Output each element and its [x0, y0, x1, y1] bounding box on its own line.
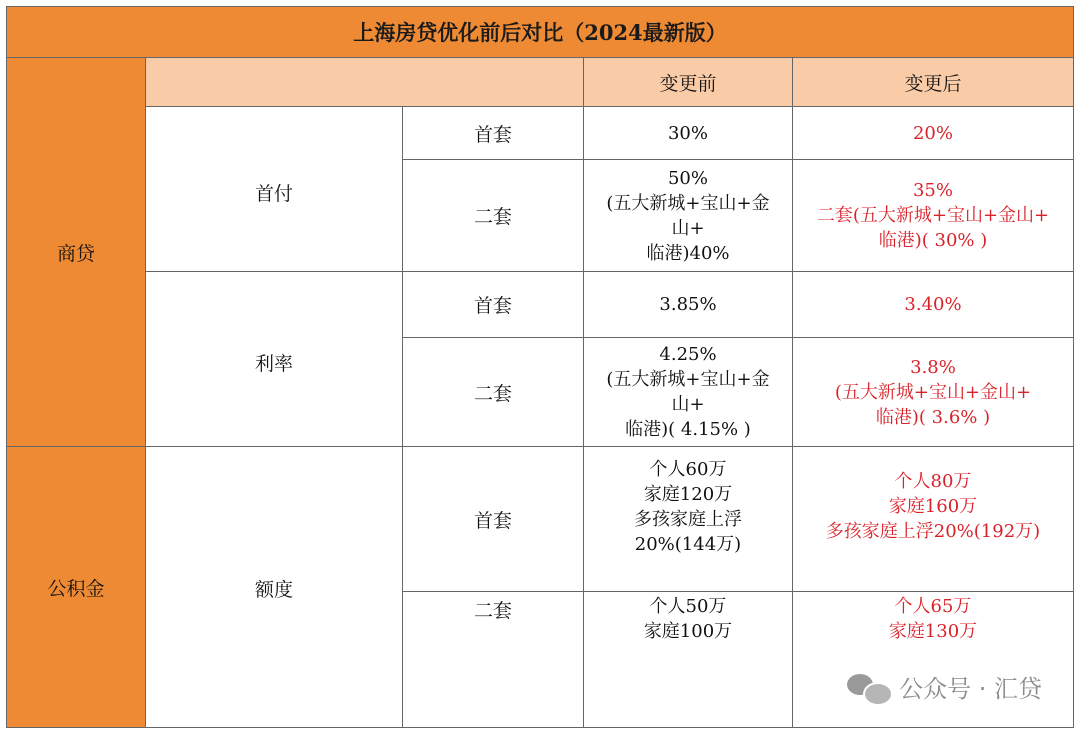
after-line: 3.40%	[904, 294, 962, 315]
after-line: 临港)( 30% )	[878, 230, 988, 251]
header-after: 变更后	[792, 57, 1074, 107]
item-down-payment	[145, 106, 403, 272]
before-line: 50%	[667, 167, 708, 189]
watermark	[847, 669, 1042, 704]
after-line: 家庭160万	[888, 496, 978, 517]
before-line: 家庭120万	[643, 484, 733, 505]
item-quota-label: 额度	[254, 579, 293, 601]
before-line: 3.85%	[659, 294, 717, 315]
item-interest-rate-label: 利率	[254, 353, 293, 375]
after-line: 二套(五大新城+宝山+金山+	[816, 205, 1050, 226]
wechat-icon	[847, 672, 891, 702]
group-commercial-loan: 商贷	[6, 57, 146, 447]
after-cell	[792, 159, 1074, 272]
before-cell	[583, 446, 793, 592]
row-type-cell: 首套	[402, 106, 584, 160]
row-type-cell: 首套	[402, 271, 584, 338]
before-cell	[583, 337, 793, 447]
after-line: 个人80万	[894, 471, 972, 492]
after-line: 临港)( 3.6% )	[875, 406, 991, 428]
row-type-cell: 二套	[402, 337, 584, 447]
after-line: 个人65万	[894, 596, 972, 617]
after-cell	[792, 446, 1074, 592]
before-line: 20%(144万)	[634, 534, 742, 555]
before-line: (五大新城+宝山+金	[606, 192, 770, 214]
header-blank	[145, 57, 584, 107]
before-line: 山+	[671, 217, 705, 239]
before-line: 30%	[667, 122, 708, 144]
after-cell	[792, 271, 1074, 338]
before-cell	[583, 159, 793, 272]
before-cell	[583, 106, 793, 160]
after-cell	[792, 591, 1074, 728]
after-line: 35%	[912, 180, 953, 201]
before-line: 临港)( 4.15% )	[625, 419, 751, 440]
header-before: 变更前	[583, 57, 793, 107]
group-provident-fund: 公积金	[6, 446, 146, 728]
after-line: 多孩家庭上浮20%(192万)	[825, 521, 1041, 542]
before-line: 个人60万	[649, 459, 727, 480]
before-line: (五大新城+宝山+金	[606, 369, 770, 390]
item-down-payment-label: 首付	[254, 183, 293, 205]
row-type-cell: 首套	[402, 446, 584, 592]
item-quota	[145, 446, 403, 728]
after-line: 3.8%	[910, 356, 956, 378]
before-line: 山+	[671, 394, 705, 415]
after-cell	[792, 337, 1074, 447]
row-type-cell: 二套	[402, 159, 584, 272]
after-line: (五大新城+宝山+金山+	[834, 381, 1032, 403]
before-line: 多孩家庭上浮	[634, 509, 742, 530]
after-line: 家庭130万	[888, 621, 978, 642]
after-line: 20%	[912, 122, 953, 144]
before-line: 个人50万	[649, 596, 727, 617]
watermark-text: 公众号 · 汇贷	[899, 675, 1042, 703]
row-type-label: 二套	[473, 600, 512, 622]
item-interest-rate	[145, 271, 403, 447]
before-cell	[583, 591, 793, 728]
before-line: 4.25%	[659, 344, 717, 365]
before-cell	[583, 271, 793, 338]
before-line: 家庭100万	[643, 621, 733, 642]
table-title: 上海房贷优化前后对比（2024最新版）	[6, 6, 1074, 58]
before-line: 临港)40%	[646, 242, 730, 264]
after-cell	[792, 106, 1074, 160]
row-type-cell	[402, 591, 584, 728]
